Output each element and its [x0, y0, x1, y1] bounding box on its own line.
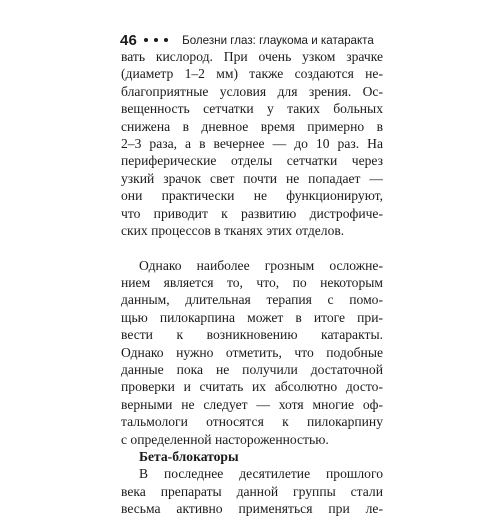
- text-line: вать кислород. При очень узком зрачке: [121, 49, 383, 64]
- text-line: ских процессов в тканях этих отделов.: [121, 222, 345, 238]
- text-line: верными не следует — хотя многие оф-: [121, 396, 383, 412]
- text-line: 2–3 раза, а в вечернее — до 10 раз. На: [121, 135, 383, 151]
- head-bullets: [144, 38, 174, 42]
- text-line: узкий зрачок свет почти не попадает —: [121, 170, 383, 186]
- text-line: они практически не функционируют,: [121, 188, 383, 204]
- text-line: данным, длительная терапия с помо-: [121, 292, 383, 308]
- text-line: вещенность сетчатки у таких больных: [121, 101, 383, 117]
- text-line: проверки и считать их абсолютно досто-: [121, 379, 383, 395]
- body-text: [121, 48, 383, 518]
- text-line: что приводит к развитию дистрофиче-: [121, 205, 383, 221]
- running-title: Болезни глаз: глаукома и катаракта: [182, 33, 374, 47]
- text-line: с определенной настороженностью.: [121, 431, 329, 447]
- text-line: В последнее десятилетие прошлого: [139, 466, 383, 482]
- text-line: (диаметр 1–2 мм) также создаются не-: [121, 66, 383, 82]
- bullet-icon: [164, 38, 168, 42]
- text-line: снижена в дневное время примерно в: [121, 118, 383, 134]
- text-line: данные пока не получили достаточной: [121, 362, 383, 378]
- text-line: щью пилокарпина может в итоге при-: [121, 309, 383, 325]
- text-line: Однако нужно отметить, что подобные: [121, 344, 383, 360]
- text-line: весьма активно применяться при ле-: [121, 501, 383, 517]
- text-line: периферические отделы сетчатки через: [121, 153, 383, 169]
- running-head: [120, 30, 374, 50]
- text-line: [121, 239, 383, 256]
- text-line: Однако наиболее грозным осложне-: [139, 257, 383, 273]
- text-line: нием является то, что, по некоторым: [121, 275, 383, 291]
- bullet-icon: [154, 38, 158, 42]
- text-line: благоприятные условия для зрения. Ос-: [121, 83, 383, 99]
- text-line: тальмологи относятся к пилокарпину: [121, 414, 383, 430]
- section-heading: Бета-блокаторы: [139, 448, 239, 464]
- text-line: вести к возникновению катаракты.: [121, 327, 383, 343]
- page-number: 46: [120, 31, 138, 49]
- bullet-icon: [144, 38, 148, 42]
- text-line: века препараты данной группы стали: [121, 483, 383, 499]
